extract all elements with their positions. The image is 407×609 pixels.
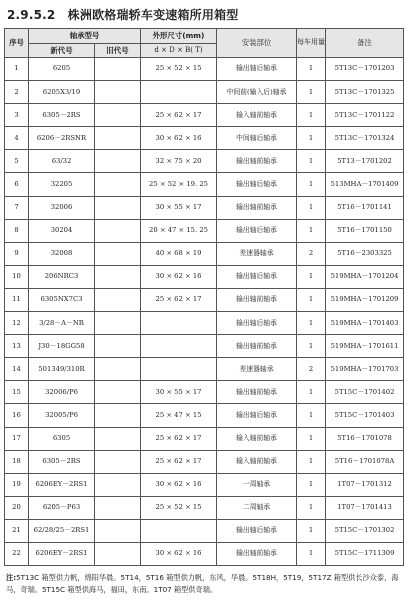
- cell-dims: 30 × 55 × 17: [141, 381, 217, 404]
- cell-old-code: [95, 496, 141, 519]
- cell-qty: 1: [297, 127, 326, 150]
- footnote-label: 注:: [6, 573, 17, 582]
- cell-seq: 21: [5, 519, 29, 542]
- cell-location: 输出轴后轴承: [217, 404, 297, 427]
- cell-remark: 5T15C－1701403: [326, 404, 404, 427]
- cell-old-code: [95, 450, 141, 473]
- cell-location: 输入轴前轴承: [217, 104, 297, 127]
- cell-location: 输出轴后轴承: [217, 58, 297, 81]
- cell-remark: 513MHA－1701409: [326, 173, 404, 196]
- cell-location: 输出轴前轴承: [217, 288, 297, 311]
- cell-new-code: 30204: [29, 219, 95, 242]
- cell-old-code: [95, 219, 141, 242]
- cell-dims: [141, 312, 217, 335]
- cell-seq: 19: [5, 473, 29, 496]
- page-title: 2.9.5.2 株洲欧格瑞轿车变速箱所用箱型: [7, 8, 239, 22]
- cell-old-code: [95, 427, 141, 450]
- table-row: [5, 127, 404, 150]
- cell-dims: 30 × 62 × 16: [141, 265, 217, 288]
- cell-dims: 25 × 52 × 19. 25: [141, 173, 217, 196]
- header-bearing-model: 轴承型号: [29, 29, 141, 44]
- cell-seq: 1: [5, 58, 29, 81]
- cell-dims: 25 × 52 × 15: [141, 58, 217, 81]
- cell-new-code: 6205: [29, 58, 95, 81]
- table-row: [5, 173, 404, 196]
- cell-dims: 25 × 62 × 17: [141, 104, 217, 127]
- cell-remark: 1T07－1701413: [326, 496, 404, 519]
- cell-dims: [141, 519, 217, 542]
- cell-old-code: [95, 173, 141, 196]
- cell-qty: 1: [297, 104, 326, 127]
- cell-dims: 30 × 55 × 17: [141, 196, 217, 219]
- table-row: [5, 450, 404, 473]
- cell-seq: 14: [5, 358, 29, 381]
- cell-qty: 1: [297, 542, 326, 565]
- cell-seq: 3: [5, 104, 29, 127]
- table-row: [5, 242, 404, 265]
- table-row: [5, 196, 404, 219]
- cell-old-code: [95, 288, 141, 311]
- cell-location: 输出轴前轴承: [217, 150, 297, 173]
- cell-dims: 25 × 62 × 17: [141, 427, 217, 450]
- table-row: [5, 335, 404, 358]
- cell-remark: 519MHA－1701611: [326, 335, 404, 358]
- cell-new-code: 6206EY－2RS1: [29, 542, 95, 565]
- cell-seq: 20: [5, 496, 29, 519]
- cell-location: 输出轴前轴承: [217, 542, 297, 565]
- cell-old-code: [95, 81, 141, 104]
- cell-remark: 5T16－1701078: [326, 427, 404, 450]
- cell-remark: 5T16－1701078A: [326, 450, 404, 473]
- header-old-code: 旧代号: [95, 44, 141, 58]
- cell-new-code: 6305NX7C3: [29, 288, 95, 311]
- table-row: [5, 104, 404, 127]
- cell-qty: 1: [297, 265, 326, 288]
- cell-qty: 1: [297, 312, 326, 335]
- cell-dims: 25 × 62 × 17: [141, 450, 217, 473]
- cell-remark: 5T13C－1701122: [326, 104, 404, 127]
- cell-dims: 20 × 47 × 15. 25: [141, 219, 217, 242]
- cell-qty: 1: [297, 288, 326, 311]
- cell-new-code: 501349/310R: [29, 358, 95, 381]
- table-row: [5, 358, 404, 381]
- cell-seq: 6: [5, 173, 29, 196]
- cell-new-code: 6205X3/19: [29, 81, 95, 104]
- cell-seq: 7: [5, 196, 29, 219]
- header-seq: 序号: [5, 29, 29, 58]
- cell-qty: 1: [297, 335, 326, 358]
- cell-remark: 5T15C－1711309: [326, 542, 404, 565]
- cell-seq: 11: [5, 288, 29, 311]
- cell-seq: 9: [5, 242, 29, 265]
- cell-qty: 1: [297, 473, 326, 496]
- table-row: [5, 519, 404, 542]
- cell-dims: 32 × 75 × 20: [141, 150, 217, 173]
- cell-new-code: 3/28－A－NR: [29, 312, 95, 335]
- footnote-text: 5T13C 箱型供力帆，绵阳华晨。5T14，5T16 箱型供力帆，东风，华晨。5T18H，5T19，5T17Z 箱型供长沙众泰，海马，奇瑞。5T15C 箱型供海马，福田，东南。1T07 箱型供奇瑞。: [6, 573, 399, 594]
- cell-location: 输出轴前轴承: [217, 335, 297, 358]
- cell-new-code: 6205－P63: [29, 496, 95, 519]
- cell-old-code: [95, 127, 141, 150]
- cell-seq: 2: [5, 81, 29, 104]
- cell-remark: 5T16－2303325: [326, 242, 404, 265]
- cell-old-code: [95, 312, 141, 335]
- cell-seq: 12: [5, 312, 29, 335]
- table-row: [5, 404, 404, 427]
- cell-dims: 30 × 62 × 16: [141, 542, 217, 565]
- cell-old-code: [95, 542, 141, 565]
- cell-qty: 1: [297, 404, 326, 427]
- cell-remark: 5T16－1701141: [326, 196, 404, 219]
- cell-location: 输出轴后轴承: [217, 219, 297, 242]
- cell-old-code: [95, 519, 141, 542]
- cell-location: 中间轴后轴承: [217, 127, 297, 150]
- table-row: [5, 312, 404, 335]
- cell-old-code: [95, 58, 141, 81]
- header-qty: 每车用量: [297, 29, 326, 58]
- cell-old-code: [95, 404, 141, 427]
- cell-remark: 5T13C－1701203: [326, 58, 404, 81]
- table-row: [5, 381, 404, 404]
- header-new-code: 新代号: [29, 44, 95, 58]
- cell-qty: 1: [297, 81, 326, 104]
- cell-location: 输出轴后轴承: [217, 173, 297, 196]
- cell-dims: 25 × 62 × 17: [141, 288, 217, 311]
- cell-qty: 1: [297, 381, 326, 404]
- header-dims-title: 外形尺寸(mm): [141, 29, 217, 44]
- cell-location: 输出轴后轴承: [217, 519, 297, 542]
- cell-remark: 5T13C－1701325: [326, 81, 404, 104]
- cell-dims: [141, 335, 217, 358]
- cell-old-code: [95, 335, 141, 358]
- cell-dims: 40 × 68 × 19: [141, 242, 217, 265]
- cell-qty: 1: [297, 196, 326, 219]
- header-location: 安装部位: [217, 29, 297, 58]
- cell-location: 输入轴前轴承: [217, 450, 297, 473]
- cell-old-code: [95, 358, 141, 381]
- cell-location: 一周轴承: [217, 473, 297, 496]
- cell-remark: 5T16－1701150: [326, 219, 404, 242]
- header-dims-sub: d × D × B( T): [141, 44, 217, 58]
- footnote: [6, 572, 400, 596]
- cell-remark: 519MHA－1701703: [326, 358, 404, 381]
- table-row: [5, 542, 404, 565]
- cell-seq: 4: [5, 127, 29, 150]
- cell-location: 输出轴前轴承: [217, 381, 297, 404]
- cell-old-code: [95, 150, 141, 173]
- cell-remark: 519MHA－1701403: [326, 312, 404, 335]
- cell-new-code: 32006/P6: [29, 381, 95, 404]
- table-row: [5, 265, 404, 288]
- cell-old-code: [95, 242, 141, 265]
- cell-old-code: [95, 381, 141, 404]
- cell-remark: 5T13－1701202: [326, 150, 404, 173]
- table-row: [5, 288, 404, 311]
- cell-remark: 5T13C－1701324: [326, 127, 404, 150]
- cell-new-code: 6305: [29, 427, 95, 450]
- cell-location: 差速器轴承: [217, 242, 297, 265]
- cell-remark: 519MHA－1701209: [326, 288, 404, 311]
- cell-seq: 17: [5, 427, 29, 450]
- cell-dims: 30 × 62 × 16: [141, 473, 217, 496]
- cell-new-code: 6206－2RSNR: [29, 127, 95, 150]
- cell-new-code: 32006: [29, 196, 95, 219]
- cell-remark: 5T15C－1701402: [326, 381, 404, 404]
- cell-old-code: [95, 473, 141, 496]
- cell-location: 中间前(输入后)轴承: [217, 81, 297, 104]
- cell-seq: 22: [5, 542, 29, 565]
- cell-location: 差速器轴承: [217, 358, 297, 381]
- cell-new-code: 32205: [29, 173, 95, 196]
- cell-new-code: 62/28/25－2RS1: [29, 519, 95, 542]
- table-body: [5, 58, 404, 566]
- table-row: [5, 473, 404, 496]
- cell-new-code: 6206EY－2RS1: [29, 473, 95, 496]
- cell-qty: 1: [297, 219, 326, 242]
- table-row: [5, 427, 404, 450]
- cell-old-code: [95, 104, 141, 127]
- cell-qty: 1: [297, 519, 326, 542]
- cell-new-code: 32008: [29, 242, 95, 265]
- cell-dims: 30 × 62 × 16: [141, 127, 217, 150]
- cell-seq: 10: [5, 265, 29, 288]
- cell-dims: [141, 81, 217, 104]
- cell-old-code: [95, 196, 141, 219]
- cell-dims: 25 × 47 × 15: [141, 404, 217, 427]
- cell-qty: 2: [297, 242, 326, 265]
- table-row: [5, 219, 404, 242]
- cell-remark: 519MHA－1701204: [326, 265, 404, 288]
- cell-old-code: [95, 265, 141, 288]
- cell-new-code: 32005/P6: [29, 404, 95, 427]
- bearing-table: [4, 28, 404, 566]
- cell-location: 输出轴前轴承: [217, 196, 297, 219]
- cell-dims: [141, 358, 217, 381]
- cell-new-code: 63/32: [29, 150, 95, 173]
- cell-location: 输入轴前轴承: [217, 427, 297, 450]
- header-remark: 备注: [326, 29, 404, 58]
- cell-seq: 5: [5, 150, 29, 173]
- cell-new-code: 6305－2RS: [29, 450, 95, 473]
- cell-seq: 13: [5, 335, 29, 358]
- cell-qty: 1: [297, 173, 326, 196]
- cell-seq: 16: [5, 404, 29, 427]
- cell-remark: 5T15C－1701302: [326, 519, 404, 542]
- cell-new-code: 206NRC3: [29, 265, 95, 288]
- cell-qty: 2: [297, 358, 326, 381]
- cell-location: 输出轴后轴承: [217, 312, 297, 335]
- cell-qty: 1: [297, 496, 326, 519]
- table-row: [5, 58, 404, 81]
- cell-remark: 1T07－1701312: [326, 473, 404, 496]
- cell-new-code: J30－18GG58: [29, 335, 95, 358]
- cell-qty: 1: [297, 450, 326, 473]
- cell-qty: 1: [297, 58, 326, 81]
- cell-location: 输出轴后轴承: [217, 265, 297, 288]
- cell-location: 二周轴承: [217, 496, 297, 519]
- cell-qty: 1: [297, 427, 326, 450]
- table-row: [5, 81, 404, 104]
- cell-seq: 15: [5, 381, 29, 404]
- table-row: [5, 150, 404, 173]
- cell-seq: 8: [5, 219, 29, 242]
- cell-seq: 18: [5, 450, 29, 473]
- table-row: [5, 496, 404, 519]
- cell-qty: 1: [297, 150, 326, 173]
- cell-new-code: 6305－2RS: [29, 104, 95, 127]
- cell-dims: 25 × 52 × 15: [141, 496, 217, 519]
